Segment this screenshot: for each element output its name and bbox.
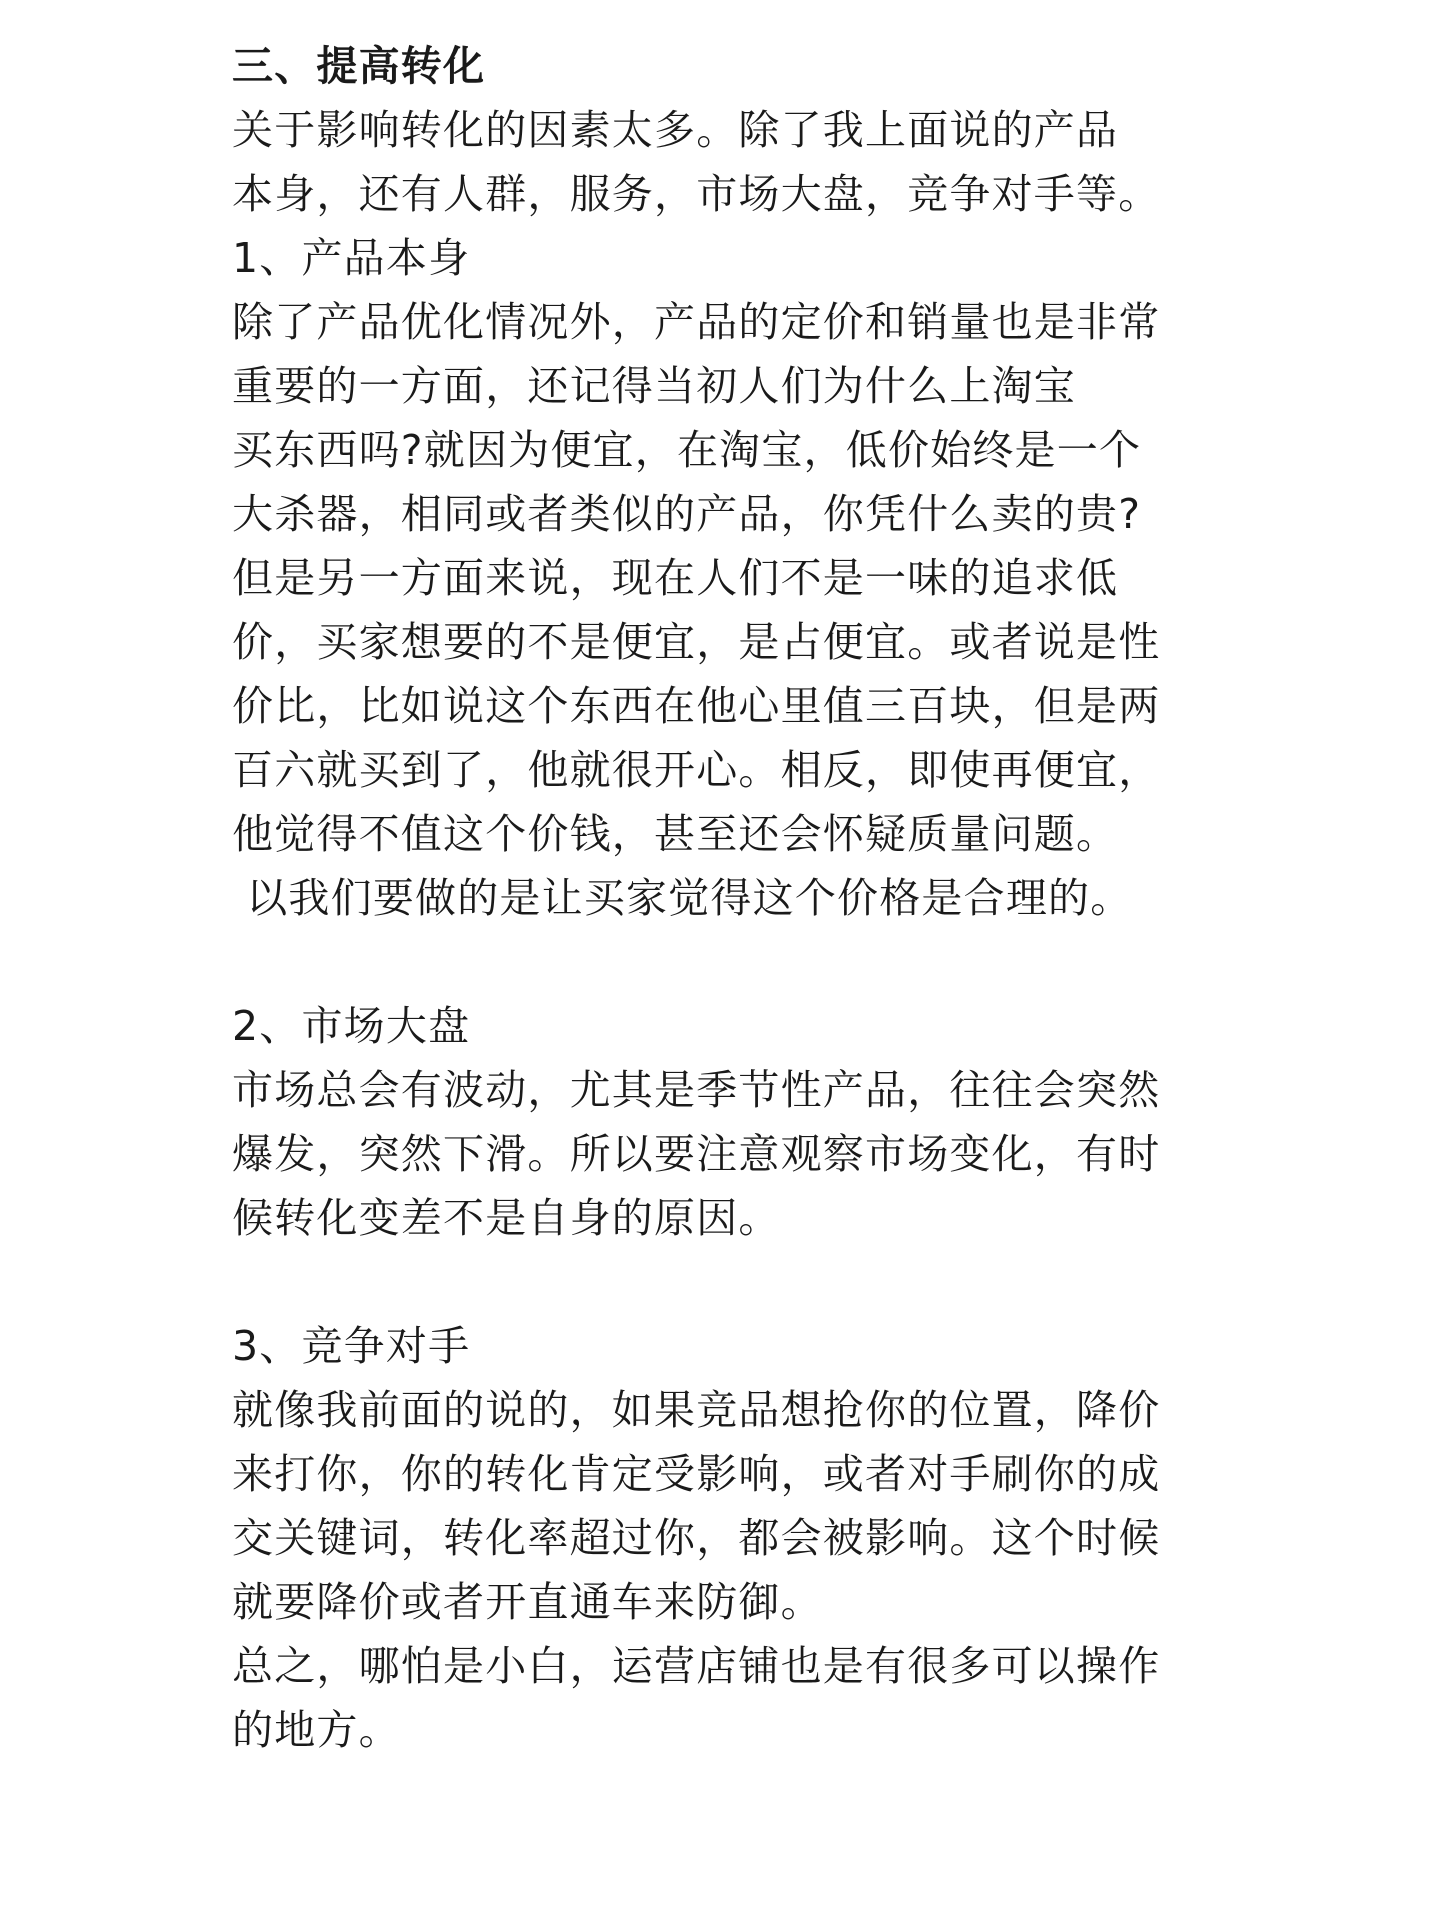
intro-line: 关于影响转化的因素太多。除了我上面说的产品 bbox=[232, 106, 1119, 154]
paragraph-line: 除了产品优化情况外，产品的定价和销量也是非常 bbox=[232, 298, 1161, 346]
subsection-heading-competitor: 3、竞争对手 bbox=[232, 1322, 471, 1370]
paragraph-line: 大杀器，相同或者类似的产品，你凭什么卖的贵? bbox=[232, 490, 1142, 538]
section-title: 三、提高转化 bbox=[232, 42, 486, 90]
paragraph-line: 就要降价或者开直通车来防御。 bbox=[232, 1578, 823, 1626]
paragraph-spacer bbox=[232, 1250, 1232, 1314]
conclusion-line: 的地方。 bbox=[232, 1706, 401, 1754]
paragraph-line: 以我们要做的是让买家觉得这个价格是合理的。 bbox=[232, 874, 1133, 922]
subsection-heading-product: 1、产品本身 bbox=[232, 234, 471, 282]
paragraph-line: 买东西吗?就因为便宜，在淘宝，低价始终是一个 bbox=[232, 426, 1142, 474]
paragraph-line: 市场总会有波动，尤其是季节性产品，往往会突然 bbox=[232, 1066, 1161, 1114]
paragraph-line: 他觉得不值这个价钱，甚至还会怀疑质量问题。 bbox=[232, 810, 1119, 858]
paragraph-line: 重要的一方面，还记得当初人们为什么上淘宝 bbox=[232, 362, 1076, 410]
paragraph-line: 交关键词，转化率超过你，都会被影响。这个时候 bbox=[232, 1514, 1161, 1562]
paragraph-line: 就像我前面的说的，如果竞品想抢你的位置，降价 bbox=[232, 1386, 1161, 1434]
conclusion-line: 总之，哪怕是小白，运营店铺也是有很多可以操作 bbox=[232, 1642, 1161, 1690]
paragraph-spacer bbox=[232, 930, 1232, 994]
paragraph-line: 来打你，你的转化肯定受影响，或者对手刷你的成 bbox=[232, 1450, 1161, 1498]
paragraph-line: 价，买家想要的不是便宜，是占便宜。或者说是性 bbox=[232, 618, 1161, 666]
subsection-heading-market: 2、市场大盘 bbox=[232, 1002, 471, 1050]
paragraph-line: 价比，比如说这个东西在他心里值三百块，但是两 bbox=[232, 682, 1161, 730]
paragraph-line: 但是另一方面来说，现在人们不是一味的追求低 bbox=[232, 554, 1119, 602]
paragraph-line: 百六就买到了，他就很开心。相反，即使再便宜， bbox=[232, 746, 1161, 794]
paragraph-line: 爆发，突然下滑。所以要注意观察市场变化，有时 bbox=[232, 1130, 1161, 1178]
article-body bbox=[232, 34, 1232, 1762]
paragraph-line: 候转化变差不是自身的原因。 bbox=[232, 1194, 781, 1242]
intro-line: 本身，还有人群，服务，市场大盘，竞争对手等。 bbox=[232, 170, 1161, 218]
